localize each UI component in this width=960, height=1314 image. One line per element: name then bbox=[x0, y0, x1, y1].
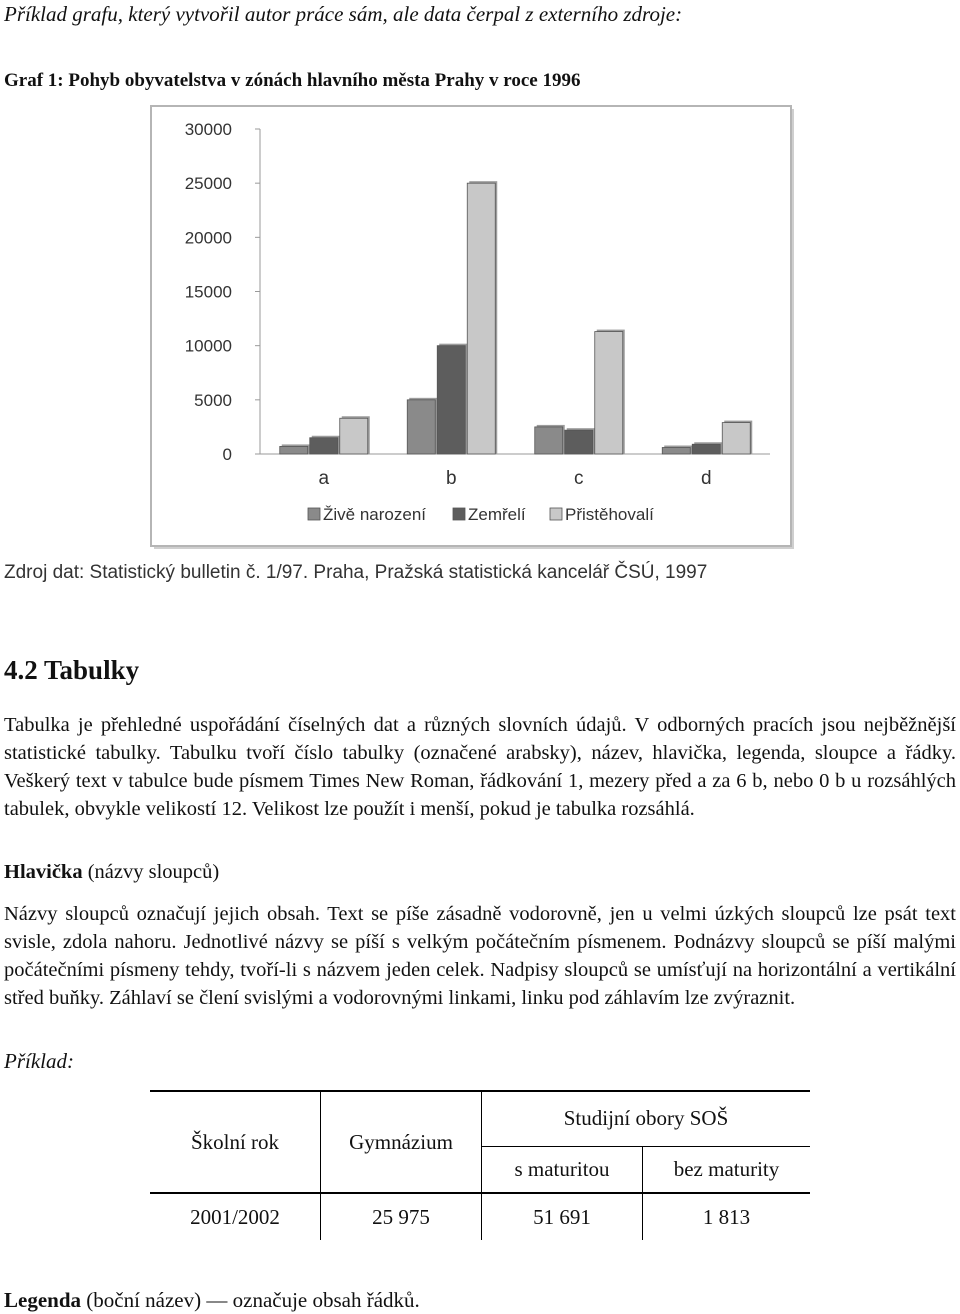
bar bbox=[467, 183, 495, 454]
bar bbox=[340, 418, 368, 454]
subheader-without-graduation: bez maturity bbox=[643, 1146, 811, 1193]
bar bbox=[662, 448, 690, 455]
header-group-sos: Studijní obory SOŠ bbox=[482, 1091, 811, 1146]
x-tick-label: d bbox=[700, 468, 712, 489]
table-row bbox=[150, 1193, 810, 1240]
legend-label: Přistěhovalí bbox=[565, 505, 654, 524]
hlavicka-note: (názvy sloupců) bbox=[87, 861, 220, 883]
bar bbox=[565, 430, 593, 454]
paragraph-tables-intro bbox=[4, 711, 956, 823]
header-school-year: Školní rok bbox=[150, 1091, 321, 1193]
y-tick-label: 5000 bbox=[194, 390, 232, 410]
legend-swatch bbox=[453, 508, 465, 520]
legend-swatch bbox=[550, 508, 562, 520]
paragraph-text: Názvy sloupců označují jejich obsah. Text se píše zásadně vodorovně, jen u velmi úzkých sloupců lze psát text svisle, zdola nahoru. Jednotlivé názvy se píší s velkým počátečním písmenem. Podnázvy sloupců se píší malými počátečními písmeny tehdy, tvoří-li s názvem jeden celek. Nadpisy sloupců se umísťují na horizontální a vertikální střed buňky. Záhlaví se člení svislými a vodorovnými linkami, linku pod záhlavím lze zvýraznit. bbox=[4, 903, 956, 1009]
hlavicka-subheading bbox=[4, 861, 219, 884]
y-tick-label: 20000 bbox=[184, 228, 232, 248]
legenda-line bbox=[4, 1288, 420, 1313]
y-tick-label: 0 bbox=[222, 445, 232, 464]
table-cell: 2001/2002 bbox=[150, 1193, 321, 1240]
y-tick-label: 10000 bbox=[184, 336, 232, 356]
intro-text: Příklad grafu, který vytvořil autor práce sám, ale data čerpal z externího zdroje: bbox=[4, 2, 683, 26]
y-tick-label: 25000 bbox=[184, 174, 232, 194]
x-tick-label: a bbox=[318, 468, 330, 489]
bar bbox=[310, 438, 338, 454]
table-cell: 25 975 bbox=[321, 1193, 482, 1240]
y-tick-label: 15000 bbox=[184, 282, 232, 302]
section-heading: 4.2 Tabulky bbox=[4, 655, 140, 685]
example-table bbox=[150, 1090, 810, 1240]
legend-label: Zemřelí bbox=[468, 505, 526, 524]
bar bbox=[595, 332, 623, 454]
bar-chart bbox=[150, 105, 795, 550]
bar bbox=[692, 444, 720, 454]
bar bbox=[437, 346, 465, 454]
hlavicka-term: Hlavička bbox=[4, 861, 83, 883]
legenda-term: Legenda bbox=[4, 1288, 82, 1312]
header-gymnasium: Gymnázium bbox=[321, 1091, 482, 1193]
bar bbox=[535, 427, 563, 454]
bar bbox=[722, 423, 750, 454]
bar bbox=[407, 400, 435, 454]
subheader-with-graduation: s maturitou bbox=[482, 1146, 643, 1193]
table-cell: 1 813 bbox=[702, 1204, 751, 1229]
chart-source: Zdroj dat: Statistický bulletin č. 1/97. Praha, Pražská statistická kancelář ČSÚ, 1997 bbox=[4, 562, 708, 583]
paragraph-column-names bbox=[4, 900, 956, 1012]
graph-title: Graf 1: Pohyb obyvatelstva v zónách hlavního města Prahy v roce 1996 bbox=[4, 70, 581, 91]
x-tick-label: b bbox=[445, 468, 457, 489]
x-tick-label: c bbox=[574, 468, 584, 489]
example-label: Příklad: bbox=[4, 1049, 74, 1073]
y-tick-label: 30000 bbox=[184, 120, 232, 139]
bar bbox=[280, 446, 308, 454]
legend-swatch bbox=[308, 508, 320, 520]
paragraph-text: Tabulka je přehledné uspořádání číselných dat a různých slovních údajů. V odborných pracích jsou nejběžnější statistické tabulky. Tabulku tvoří číslo tabulky (označené arabsky), název, hlavička, legenda, sloupce a řádky. Veškerý text v tabulce bude písmem Times New Roman, řádkování 1, mezery před a za 6 b, nebo 0 b u rozsáhlých tabulek, obvykle velikostí 12. Velikost lze použít i menší, pokud je tabulka rozsáhlá. bbox=[4, 714, 956, 820]
legenda-note: (boční název) — označuje obsah řádků. bbox=[86, 1288, 420, 1312]
legend-label: Živě narození bbox=[323, 505, 426, 524]
table-cell: 51 691 bbox=[482, 1193, 643, 1240]
